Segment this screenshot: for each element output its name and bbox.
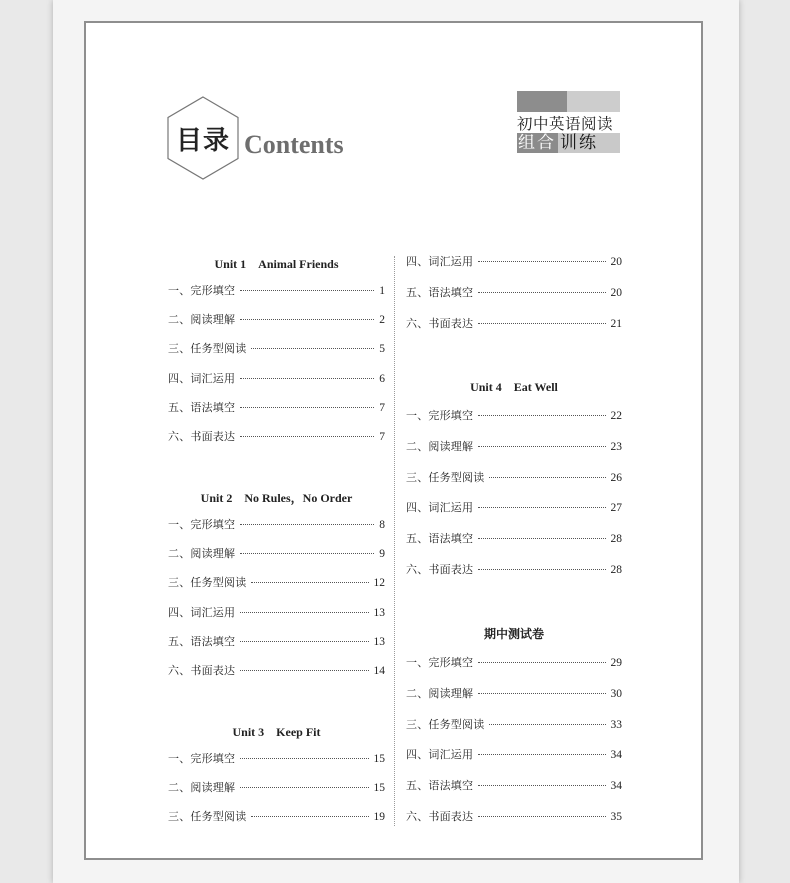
entry-label: 二、阅读理解 [406, 439, 474, 453]
section-title: Unit 3 Keep Fit [232, 725, 321, 739]
page-number: 5 [379, 343, 385, 356]
entry-label: 三、任务型阅读 [168, 342, 247, 356]
toc-entry[interactable] [406, 501, 622, 515]
page-number: 15 [373, 753, 385, 765]
dot-leader [240, 758, 368, 759]
dot-leader [478, 693, 605, 694]
section-title: Unit 1 Animal Friends [214, 257, 339, 271]
toc-title: 目录 [175, 126, 230, 156]
brand-line1: 初中英语阅读 [517, 115, 614, 133]
page-number: 34 [610, 749, 622, 762]
page-number: 13 [373, 606, 385, 619]
dot-leader [478, 538, 605, 539]
dot-leader [478, 816, 605, 817]
toc-entry[interactable] [406, 440, 622, 454]
dot-leader [251, 348, 374, 349]
toc-entry[interactable] [406, 810, 622, 824]
page-number: 14 [373, 665, 385, 677]
dot-leader [240, 524, 374, 525]
toc-entry[interactable] [168, 606, 385, 620]
brand-bar [517, 91, 620, 112]
entry-label: 一、完形填空 [406, 656, 474, 669]
brand-line2 [517, 133, 620, 153]
toc-entry[interactable] [406, 409, 622, 423]
toc-entry[interactable] [168, 430, 385, 444]
entry-label: 四、词汇运用 [406, 748, 474, 762]
page-number: 7 [379, 401, 385, 414]
page-number: 20 [610, 256, 622, 268]
entry-label: 五、语法填空 [406, 779, 474, 793]
dot-leader [240, 436, 374, 437]
entry-label: 五、语法填空 [406, 532, 474, 546]
toc-entry[interactable] [406, 317, 622, 331]
toc-entry[interactable] [406, 718, 622, 732]
toc-entry[interactable] [168, 342, 385, 356]
dot-leader [489, 724, 605, 725]
dot-leader [478, 507, 605, 508]
toc-entry[interactable] [168, 664, 385, 678]
entry-label: 二、阅读理解 [406, 686, 474, 700]
toc-entry[interactable] [406, 656, 622, 670]
toc-entry[interactable] [168, 810, 385, 824]
page-number: 20 [610, 286, 622, 299]
entry-label: 五、语法填空 [168, 634, 236, 648]
toc-entry[interactable] [406, 748, 622, 762]
page-number: 9 [379, 548, 385, 561]
entry-label: 一、完形填空 [168, 752, 236, 765]
toc-entry[interactable] [168, 518, 385, 532]
toc-entry[interactable] [168, 284, 385, 298]
dot-leader [489, 477, 605, 478]
page-number: 29 [610, 657, 622, 669]
page-number: 35 [610, 811, 622, 823]
entry-label: 二、阅读理解 [168, 781, 236, 795]
entry-label: 一、完形填空 [168, 284, 236, 297]
page-number: 12 [373, 577, 385, 590]
entry-label: 五、语法填空 [168, 400, 236, 414]
toc-entry[interactable] [406, 563, 622, 577]
toc-entry[interactable] [406, 471, 622, 485]
dot-leader [478, 415, 605, 416]
section-title: Unit 2 No Rules，No Order [200, 491, 353, 505]
section-title: 期中测试卷 [483, 627, 544, 641]
brand-line2-a: 组合 [518, 133, 556, 153]
entry-label: 六、书面表达 [168, 430, 236, 443]
page-number: 15 [373, 782, 385, 795]
entry-label: 一、完形填空 [168, 518, 236, 531]
toc-entry[interactable] [406, 779, 622, 793]
toc-entry[interactable] [168, 401, 385, 415]
entry-label: 六、书面表达 [406, 810, 474, 823]
dot-leader [240, 378, 374, 379]
dot-leader [478, 323, 605, 324]
entry-label: 三、任务型阅读 [406, 470, 485, 484]
brand-logo [517, 91, 620, 153]
page-number: 13 [373, 635, 385, 648]
toc-entry[interactable] [406, 286, 622, 300]
entry-label: 四、词汇运用 [168, 605, 236, 619]
page-number: 33 [610, 718, 622, 731]
page-number: 19 [373, 811, 385, 824]
dot-leader [240, 612, 368, 613]
page-number: 28 [610, 533, 622, 546]
entry-label: 一、完形填空 [406, 409, 474, 422]
dot-leader [478, 785, 605, 786]
column-divider [394, 256, 395, 826]
toc-entry[interactable] [168, 372, 385, 386]
dot-leader [240, 319, 374, 320]
page-number: 27 [610, 502, 622, 515]
entry-label: 六、书面表达 [168, 664, 236, 677]
dot-leader [478, 446, 605, 447]
dot-leader [478, 569, 605, 570]
dot-leader [251, 816, 368, 817]
page-number: 30 [610, 687, 622, 700]
entry-label: 三、任务型阅读 [406, 717, 485, 731]
entry-label: 六、书面表达 [406, 563, 474, 576]
entry-label: 四、词汇运用 [406, 255, 474, 268]
page-number: 34 [610, 780, 622, 793]
page-number: 6 [379, 372, 385, 385]
dot-leader [478, 292, 605, 293]
entry-label: 六、书面表达 [406, 316, 474, 330]
dot-leader [478, 261, 605, 262]
page-number: 7 [379, 431, 385, 443]
page-number: 28 [610, 564, 622, 576]
contents-label: Contents [244, 130, 344, 159]
toc-entry[interactable] [168, 576, 385, 590]
entry-label: 二、阅读理解 [168, 547, 236, 561]
dot-leader [251, 582, 368, 583]
dot-leader [478, 662, 605, 663]
toc-entry[interactable] [406, 255, 622, 269]
toc-entry[interactable] [168, 547, 385, 561]
toc-entry[interactable] [168, 313, 385, 327]
entry-label: 五、语法填空 [406, 285, 474, 299]
page-number: 26 [610, 471, 622, 484]
page-number: 1 [379, 285, 385, 297]
dot-leader [240, 553, 374, 554]
toc-entry[interactable] [168, 781, 385, 795]
page-number: 22 [610, 410, 622, 422]
toc-entry[interactable] [406, 532, 622, 546]
page-number: 21 [610, 317, 622, 330]
entry-label: 二、阅读理解 [168, 313, 236, 327]
dot-leader [240, 641, 368, 642]
entry-label: 四、词汇运用 [168, 371, 236, 385]
page-number: 23 [610, 440, 622, 453]
toc-entry[interactable] [168, 635, 385, 649]
entry-label: 三、任务型阅读 [168, 810, 247, 824]
dot-leader [240, 407, 374, 408]
entry-label: 三、任务型阅读 [168, 576, 247, 590]
toc-entry[interactable] [406, 687, 622, 701]
dot-leader [240, 787, 368, 788]
page-number: 2 [379, 314, 385, 327]
dot-leader [240, 670, 368, 671]
section-title: Unit 4 Eat Well [470, 380, 558, 394]
toc-entry[interactable] [168, 752, 385, 766]
brand-line2-b: 训练 [558, 133, 620, 153]
dot-leader [478, 754, 605, 755]
page-number: 8 [379, 519, 385, 531]
entry-label: 四、词汇运用 [406, 501, 474, 515]
dot-leader [240, 290, 374, 291]
